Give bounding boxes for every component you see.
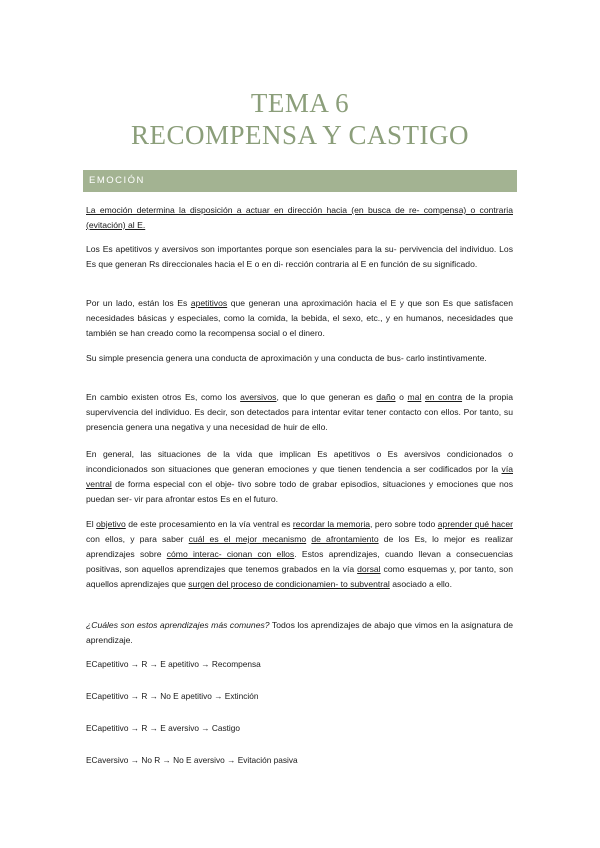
- paragraph-aversive: [86, 390, 513, 435]
- text-run: , que lo que generan es: [276, 392, 377, 402]
- term-mejor-mecanismo: cuál es el mejor mecanismo: [188, 534, 307, 544]
- term-aversivos: aversivos: [240, 392, 277, 402]
- section-header-emocion: EMOCIÓN: [83, 170, 517, 192]
- topic-title: RECOMPENSA Y CASTIGO: [130, 120, 470, 150]
- term-objetivo: objetivo: [96, 519, 126, 529]
- paragraph-appetitive: [86, 296, 513, 341]
- term-condicionamiento-subventral: surgen del proceso de condicionamien- to subventral: [188, 579, 390, 589]
- learning-chain-castigo: ECapetitivo → R → E aversivo → Castigo: [86, 723, 241, 733]
- text-run: de los Es, lo mejor es realizar aprendizajes sobre: [86, 534, 514, 559]
- text-run: como esquemas y, por tanto, son aquellos aprendizajes que: [86, 564, 513, 589]
- text-run: . Estos aprendizajes, cuando llevan a consecuencias positivas, son aquellos aprendizajes que tenemos grabados en la vía: [86, 549, 513, 574]
- text-run: , pero sobre todo: [370, 519, 438, 529]
- term-dorsal: dorsal: [357, 564, 381, 574]
- paragraph-approach: Su simple presencia genera una conducta de aproximación y una conducta de bus- carlo instintivamente.: [86, 353, 487, 363]
- term-apetitivos: apetitivos: [190, 298, 228, 308]
- term-como-interaccionan: cómo interac- cionan con ellos: [166, 549, 295, 559]
- paragraph-question: [86, 618, 513, 648]
- learning-chain-recompensa: ECapetitivo → R → E apetitivo → Recompensa: [86, 659, 261, 669]
- text-run: Por un lado, están los Es: [86, 298, 191, 308]
- term-en-contra: en contra: [425, 392, 463, 402]
- term-aprender-que-hacer: aprender qué hacer: [437, 519, 513, 529]
- text-run: En cambio existen otros Es, como los: [86, 392, 241, 402]
- paragraph-stimuli-importance: Los Es apetitivos y aversivos son importantes porque son esenciales para la su- pervivencia del individuo. Los Es que generan Rs direccionales hacia el E o en di- rección contraria al E en función de su significado.: [86, 244, 513, 269]
- text-run: de forma especial con el obje- tivo sobre todo de grabar episodios, situaciones y emociones que nos puedan ser- vir para afrontar estos Es en el futuro.: [86, 479, 513, 504]
- text-run: El: [86, 519, 97, 529]
- topic-number-title: TEMA 6: [250, 88, 350, 118]
- text-run: de este procesamiento en la vía ventral es: [125, 519, 293, 529]
- term-dano: daño: [376, 392, 396, 402]
- paragraph-ventral-pathway: [86, 447, 513, 507]
- text-run: que generan una aproximación hacia el E y que son Es que satisfacen necesidades básicas y especiales, como la comida, la bebida, el sexo, etc., y en humanos, necesidades que también se han creado como la recompensa social o el dinero.: [86, 298, 513, 338]
- term-afrontamiento: de afrontamiento: [311, 534, 379, 544]
- learning-chain-evitacion-pasiva: ECaversivo → No R → No E aversivo → Evitación pasiva: [86, 755, 298, 765]
- text-run: asociado a ello.: [389, 579, 452, 589]
- text-run: o: [395, 392, 408, 402]
- term-mal: mal: [407, 392, 422, 402]
- text-run: En general, las situaciones de la vida que implican Es apetitivos o Es aversivos condicionados o incondicionados son situaciones que generan emociones y que tienen tendencia a ser codificados por la: [86, 449, 513, 474]
- learning-chain-extincion: ECapetitivo → R → No E apetitivo → Extinción: [86, 691, 259, 701]
- text-run: de la propia supervivencia del individuo. Es decir, son detectados para intentar evitar tener contacto con ellos. Por tanto, su presencia genera una negativa y una necesidad de huir de ello.: [86, 392, 513, 432]
- term-recordar-memoria: recordar la memoria: [292, 519, 371, 529]
- text-run: con ellos, y para saber: [86, 534, 189, 544]
- term-via-ventral: vía ventral: [86, 464, 513, 489]
- paragraph-objective: [86, 517, 513, 592]
- paragraph-definition: La emoción determina la disposición a actuar en dirección hacia (en busca de re- compensa) o contraria (evitación) al E.: [86, 205, 513, 230]
- text-run: Todos los aprendizajes de abajo que vimos en la asignatura de aprendizaje.: [86, 620, 514, 645]
- question-text: ¿Cuáles son estos aprendizajes más comunes?: [86, 620, 270, 630]
